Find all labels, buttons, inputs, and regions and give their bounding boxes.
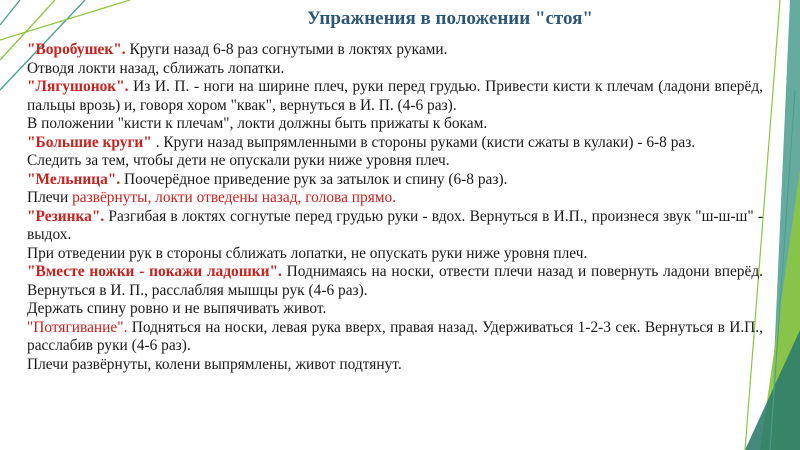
exercise-note: Следить за тем, чтобы дети не опускали руки ниже уровня плеч. [27, 152, 450, 169]
exercise-text: Поднимаясь на носки, отвести плечи назад и повернуть ладони вперёд. Вернуться в И. П., расслабляя мышцы рук (4-6 раз). [27, 263, 764, 299]
exercise-note: В положении "кисти к плечам", локти должны быть прижаты к бокам. [27, 115, 488, 132]
page-title: Упражнения в положении "стоя" [307, 8, 593, 29]
exercise-rezinka [27, 208, 763, 245]
exercise-note: При отведении рук в стороны сближать лопатки, не опускать руки ниже уровня плеч. [27, 244, 588, 262]
exercise-text: Разгибая в локтях согнутые перед грудью руки - вдох. Вернуться в И.П., произнеся звук "ш-ш-ш" - выдох. [27, 207, 763, 243]
note-prefix: Плечи [27, 189, 73, 206]
exercise-name: "Воробушек". [27, 41, 126, 58]
exercise-note: Держать спину ровно и не выпячивать живот. [27, 300, 327, 317]
exercise-name: "Мельница". [27, 170, 121, 188]
exercise-list [27, 41, 763, 374]
exercise-bolshie-krugi [27, 134, 763, 153]
exercise-text: Круги назад 6-8 раз согнутыми в локтях руками. [125, 41, 448, 58]
exercise-name: "Вместе ножки - покажи ладошки". [27, 263, 282, 280]
exercise-name: "Большие круги" [27, 133, 152, 151]
exercise-name: "Резинка". [27, 207, 105, 225]
exercise-note: Плечи развёрнуты, колени выпрямлены, живот подтянут. [27, 355, 402, 373]
exercise-potyagivanie [27, 319, 763, 356]
exercise-lyagushonok [27, 78, 763, 115]
exercise-text: Поочерёдное приведение рук за затылок и спину (6-8 раз). [120, 170, 508, 188]
exercise-melnitsa [27, 171, 763, 190]
exercise-text: . Круги назад выпрямленными в стороны руками (кисти сжаты в кулаки) - 6-8 раз. [151, 133, 696, 151]
exercise-vmeste-nozhki [27, 263, 763, 300]
exercise-note: Отводя локти назад, сближать лопатки. [27, 59, 285, 77]
exercise-name: "Лягушонок". [27, 78, 129, 95]
exercise-vorobushek [27, 41, 763, 60]
exercise-note [27, 189, 763, 208]
note-highlight: развёрнуты, локти отведены назад, голова прямо. [72, 189, 397, 206]
exercise-name: "Потягивание". [27, 318, 128, 336]
exercise-text: Из И. П. - ноги на ширине плеч, руки перед грудью. Привести кисти к плечам (ладони вперёд, пальцы врозь) и, говоря хором "квак", вернуться в И. П. (4-6 раз). [27, 78, 763, 114]
exercise-text: Подняться на носки, левая рука вверх, правая назад. Удерживаться 1-2-3 сек. Вернуться в И.П., расслабив руки (4-6 раз). [27, 318, 763, 354]
